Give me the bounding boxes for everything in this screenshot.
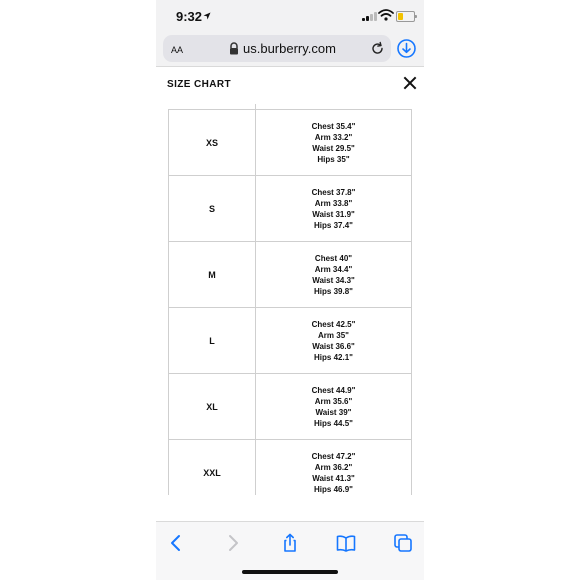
measurement-chest: Chest 47.2" [311, 451, 356, 461]
table-row [169, 176, 412, 242]
share-icon[interactable] [280, 533, 300, 553]
size-chart-title: SIZE CHART [167, 79, 231, 90]
measurement-waist: Waist 36.6" [312, 341, 355, 351]
measurements-cell [256, 110, 412, 176]
measurement-hips: Hips 42.1" [314, 352, 353, 362]
measurement-waist: Waist 39" [315, 407, 352, 417]
size-chart-table [168, 109, 412, 495]
measurements-cell [256, 308, 412, 374]
measurement-hips: Hips 37.4" [314, 220, 353, 230]
measurement-arm: Arm 33.8" [314, 198, 353, 208]
measurement-waist: Waist 34.3" [312, 275, 355, 285]
status-time: 9:32 [176, 9, 203, 24]
text-size-button[interactable]: AA [171, 45, 184, 55]
home-indicator[interactable] [242, 570, 338, 574]
measurement-waist: Waist 31.9" [312, 209, 355, 219]
measurements-cell [256, 440, 412, 496]
size-label: XS [169, 110, 256, 176]
table-row [169, 110, 412, 176]
battery-cap [415, 15, 417, 18]
reload-icon[interactable] [370, 41, 385, 56]
measurements-cell [256, 242, 412, 308]
measurement-hips: Hips 35" [317, 154, 350, 164]
measurement-chest: Chest 42.5" [311, 319, 356, 329]
measurement-arm: Arm 33.2" [314, 132, 353, 142]
measurement-chest: Chest 35.4" [311, 121, 356, 131]
measurement-chest: Chest 37.8" [311, 187, 356, 197]
size-label: L [169, 308, 256, 374]
location-arrow-icon [203, 12, 211, 20]
cellular-signal-icon [362, 11, 378, 21]
table-row [169, 242, 412, 308]
table-row [169, 308, 412, 374]
measurement-waist: Waist 41.3" [312, 473, 355, 483]
measurement-waist: Waist 29.5" [312, 143, 355, 153]
browser-address-area [156, 32, 424, 67]
size-chart-table-container[interactable] [168, 104, 412, 495]
measurement-hips: Hips 46.9" [314, 484, 353, 494]
forward-icon[interactable] [223, 533, 243, 553]
bookmarks-icon[interactable] [336, 533, 356, 553]
status-bar [156, 0, 424, 32]
battery-icon [396, 11, 415, 22]
address-bar[interactable] [163, 35, 391, 62]
wifi-icon [378, 9, 394, 21]
tabs-icon[interactable] [393, 533, 413, 553]
measurement-hips: Hips 39.8" [314, 286, 353, 296]
measurements-cell [256, 176, 412, 242]
size-label: XXL [169, 440, 256, 496]
url-text[interactable]: us.burberry.com [243, 41, 336, 56]
measurements-cell [256, 374, 412, 440]
size-label: XL [169, 374, 256, 440]
battery-level-fill [398, 13, 403, 20]
measurement-chest: Chest 44.9" [311, 385, 356, 395]
lock-icon [228, 42, 240, 55]
measurement-hips: Hips 44.5" [314, 418, 353, 428]
table-row [169, 440, 412, 496]
measurement-arm: Arm 35.6" [314, 396, 353, 406]
back-icon[interactable] [166, 533, 186, 553]
close-icon[interactable] [402, 75, 418, 91]
phone-screen [156, 0, 424, 580]
measurement-arm: Arm 34.4" [314, 264, 353, 274]
measurement-arm: Arm 35" [318, 330, 349, 340]
downloads-icon[interactable] [397, 39, 416, 58]
measurement-chest: Chest 40" [314, 253, 353, 263]
size-label: M [169, 242, 256, 308]
size-label: S [169, 176, 256, 242]
measurement-arm: Arm 36.2" [314, 462, 353, 472]
table-row [169, 374, 412, 440]
